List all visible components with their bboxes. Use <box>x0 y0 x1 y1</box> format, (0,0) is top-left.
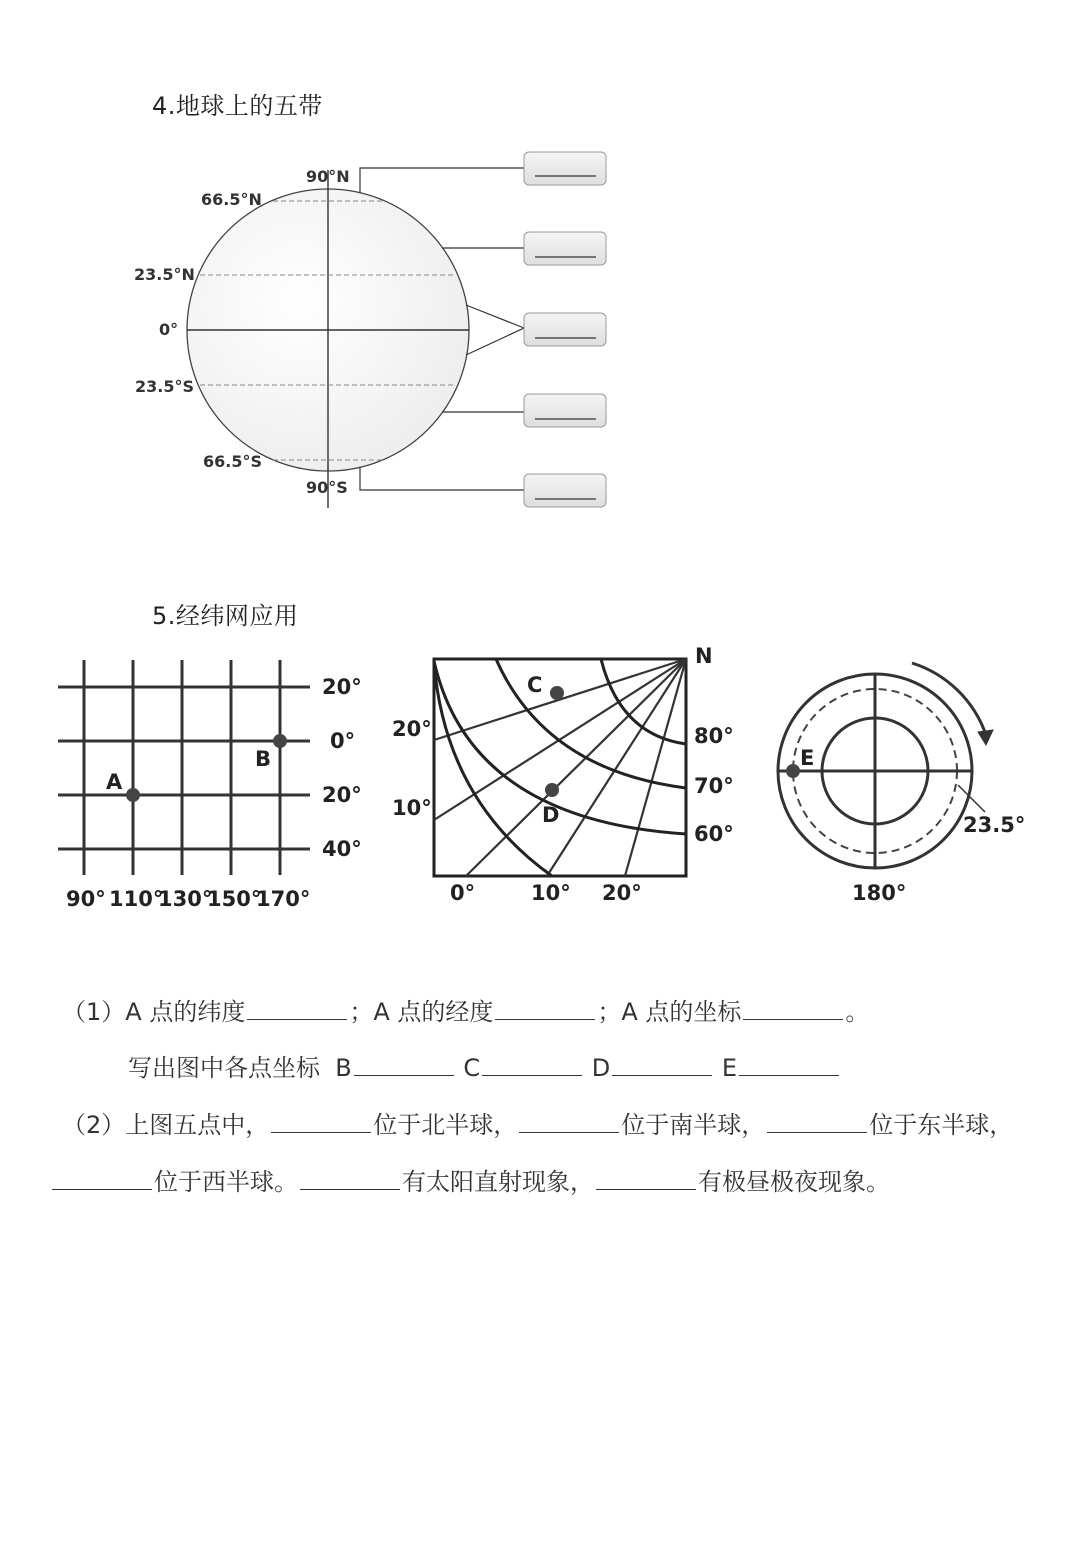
blank-direct-sunlight[interactable] <box>300 1167 400 1190</box>
question-1: （1）A 点的纬度 ；A 点的经度 ；A 点的坐标 。 <box>62 998 870 1026</box>
grid-lon-label: 130° <box>158 887 213 911</box>
blank-western-hemisphere[interactable] <box>52 1167 152 1190</box>
label-90n: 90°N <box>306 167 350 186</box>
blank-polar-day-night[interactable] <box>596 1167 696 1190</box>
point-c-dot <box>550 686 564 700</box>
point-b-label: B <box>255 747 272 771</box>
grid-lat-label: 0° <box>330 729 356 753</box>
label-66-5s: 66.5°S <box>203 452 262 471</box>
blank-eastern-hemisphere[interactable] <box>767 1110 867 1133</box>
section4-title: 4.地球上的五带 <box>152 92 323 120</box>
blank-a-coordinates[interactable] <box>743 997 843 1020</box>
point-c-label: C <box>527 673 543 697</box>
blank-d-coordinates[interactable] <box>612 1053 712 1076</box>
polar-angle-label: 23.5° <box>963 813 1026 837</box>
fan-lon-label-bottom: 10° <box>531 881 571 905</box>
point-d-label: D <box>542 803 560 827</box>
polar-lon-label: 180° <box>852 881 907 905</box>
fan-lat-label: 60° <box>694 822 734 846</box>
pole-label: N <box>695 644 713 668</box>
grid-lat-label: 20° <box>322 783 362 807</box>
fan-lat-label: 80° <box>694 724 734 748</box>
grid-lon-label: 90° <box>66 887 106 911</box>
question-2-continued: 位于西半球。 有太阳直射现象， 有极昼极夜现象。 <box>50 1162 890 1197</box>
fan-lon-label-bottom: 20° <box>602 881 642 905</box>
blank-b-coordinates[interactable] <box>354 1053 454 1076</box>
grid-lon-label: 110° <box>109 887 164 911</box>
point-a-dot <box>126 788 140 802</box>
question-2: （2）上图五点中， 位于北半球， 位于南半球， 位于东半球， <box>62 1111 1014 1139</box>
blank-a-latitude[interactable] <box>247 997 347 1020</box>
blank-southern-hemisphere[interactable] <box>519 1110 619 1133</box>
blank-northern-hemisphere[interactable] <box>271 1110 371 1133</box>
fan-lon-label-left: 20° <box>392 717 432 741</box>
point-e-label: E <box>800 746 815 770</box>
question-1-coordinates: 写出图中各点坐标 B C D E <box>128 1048 841 1083</box>
section5-title: 5.经纬网应用 <box>152 602 299 630</box>
grid-lat-label: 20° <box>322 675 362 699</box>
label-90s: 90°S <box>306 478 348 497</box>
label-66-5n: 66.5°N <box>201 190 262 209</box>
point-a-label: A <box>106 770 123 794</box>
blank-c-coordinates[interactable] <box>482 1053 582 1076</box>
fan-lon-label-left: 10° <box>392 796 432 820</box>
grid-map <box>58 660 310 875</box>
fan-lat-label: 70° <box>694 774 734 798</box>
grid-lat-label: 40° <box>322 837 362 861</box>
grid-lon-label: 150° <box>207 887 262 911</box>
label-equator: 0° <box>159 320 179 339</box>
blank-e-coordinates[interactable] <box>739 1053 839 1076</box>
point-e-dot <box>786 764 800 778</box>
fan-lon-label-bottom: 0° <box>450 881 476 905</box>
label-23-5n: 23.5°N <box>134 265 195 284</box>
label-23-5s: 23.5°S <box>135 377 194 396</box>
point-d-dot <box>545 783 559 797</box>
point-b-dot <box>273 734 287 748</box>
grid-lon-label: 170° <box>256 887 311 911</box>
blank-a-longitude[interactable] <box>495 997 595 1020</box>
